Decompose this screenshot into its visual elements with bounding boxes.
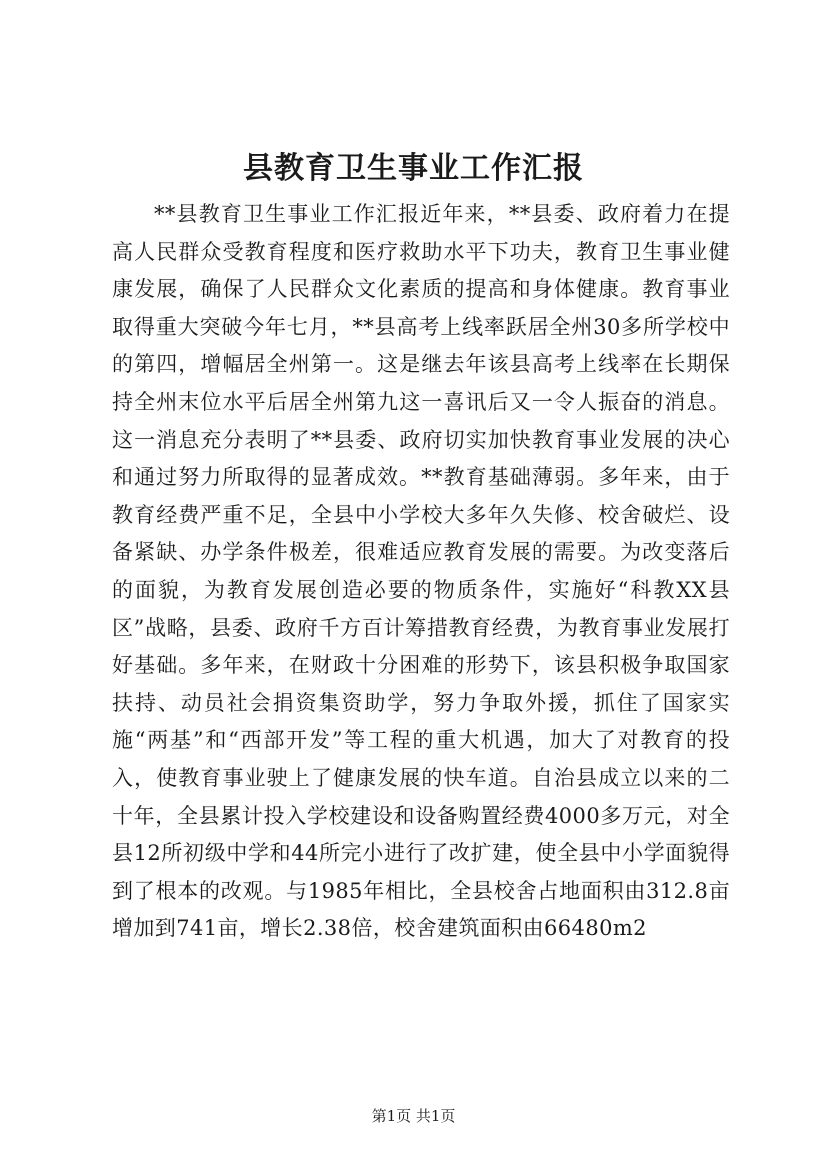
document-title: 县教育卫生事业工作汇报: [243, 151, 584, 186]
page-footer: 第1页 共1页: [371, 1107, 456, 1125]
body-paragraph: **县教育卫生事业工作汇报近年来，**县委、政府着力在提高人民群众受教育程度和医疗救助水平下功夫，教育卫生事业健康发展，确保了人民群众文化素质的提高和身体健康。教育事业取得重大突破今年七月，**县高考上线率跃居全州30多所学校中的第四，增幅居全州第一。这是继去年该县高考上线率在长期保持全州末位水平后居全州第九这一喜讯后又一令人振奋的消息。这一消息充分表明了**县委、政府切实加快教育事业发展的决心和通过努力所取得的显著成效。**教育基础薄弱。多年来，由于教育经费严重不足，全县中小学校大多年久失修、校舍破烂、设备紧缺、办学条件极差，很难适应教育发展的需要。为改变落后的面貌，为教育发展创造必要的物质条件，实施好“科教XX县区”战略，县委、政府千方百计筹措教育经费，为教育事业发展打好基础。多年来，在财政十分困难的形势下，该县积极争取国家扶持、动员社会捐资集资助学，努力争取外援，抓住了国家实施“两基”和“西部开发”等工程的重大机遇，加大了对教育的投入，使教育事业驶上了健康发展的快车道。自治县成立以来的二十年，全县累计投入学校建设和设备购置经费4000多万元，对全县12所初级中学和44所完小进行了改扩建，使全县中小学面貌得到了根本的改观。与1985年相比，全县校舍占地面积由312.8亩增加到741亩，增长2.38倍，校舍建筑面积由66480m2: [112, 202, 730, 941]
